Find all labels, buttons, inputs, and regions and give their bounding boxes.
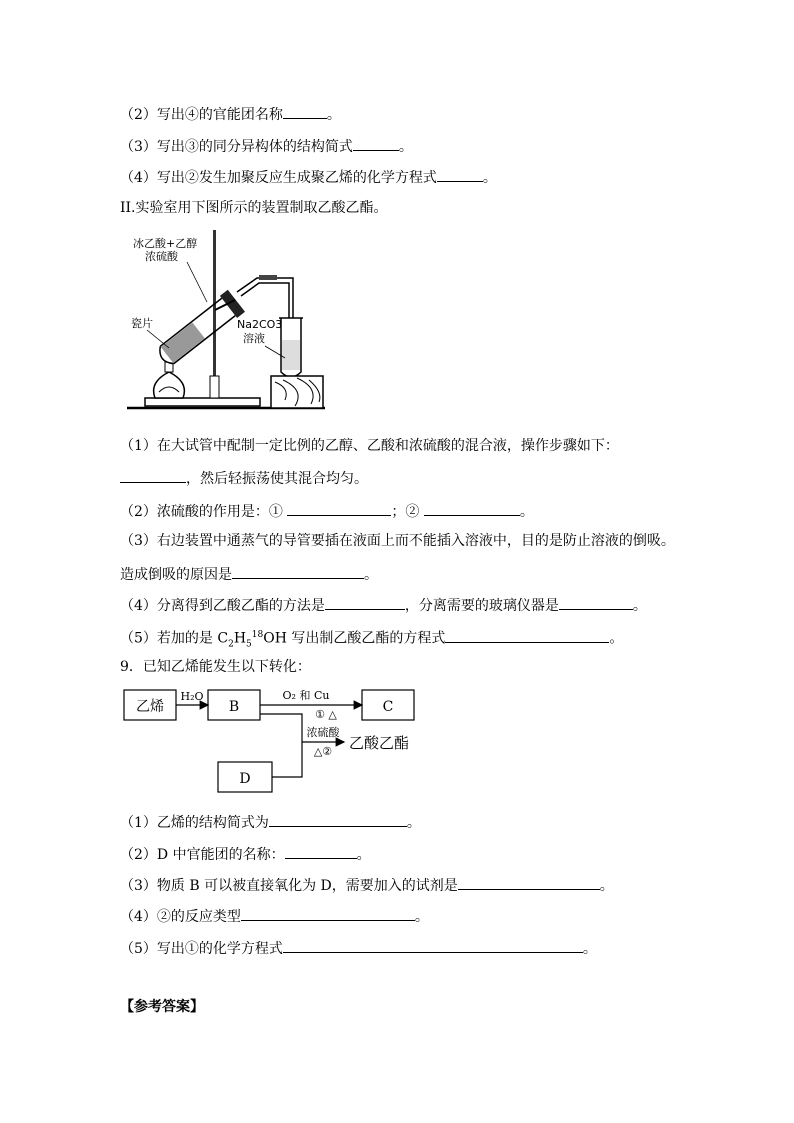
svg-text:浓硫酸: 浓硫酸 [306,726,340,739]
q9-question-3: （3）物质 B 可以被直接氧化为 D，需要加入的试剂是 。 [120,875,614,895]
svg-text:△②: △② [313,745,333,758]
answer-blank[interactable] [287,501,391,516]
part2-question-4: （4）分离得到乙酸乙酯的方法是 ，分离需要的玻璃仪器是 。 [120,595,647,615]
answer-blank[interactable] [269,812,407,827]
answer-blank[interactable] [283,938,583,953]
svg-text:乙烯: 乙烯 [136,699,164,715]
part2-question-5: （5）若加的是 $C_2H_5^{18}OH$ 写出制乙酸乙酯的方程式 。 [120,626,623,653]
q9-title: 9．已知乙烯能发生以下转化： [120,659,311,675]
svg-text:H₂O: H₂O [180,690,204,703]
label-na2co3: Na2CO3 [237,318,283,331]
part2-title: II.实验室用下图所示的装置制取乙酸乙酯。 [120,200,388,216]
answer-blank[interactable] [285,844,357,859]
label-porcelain-chips: 瓷片 [131,317,153,330]
ester-apparatus-diagram [125,222,330,414]
product-ethyl-acetate: 乙酸乙酯 [349,734,410,752]
wooden-block [271,376,323,408]
question-3-isomer: （3）写出③的同分异构体的结构简式 。 [120,136,413,156]
question-4-polymerization: （4）写出②发生加聚反应生成聚乙烯的化学方程式 。 [120,167,497,187]
part2-question-3: （3）右边装置中通蒸气的导管要插在液面上而不能插入溶液中，目的是防止溶液的倒吸。 [120,533,675,549]
part2-question-1-cont: ，然后轻振荡使其混合均匀。 [120,468,368,488]
svg-text:C: C [382,699,394,715]
answer-blank[interactable] [424,501,520,516]
label-reagents: 冰乙酸+乙醇 [133,237,198,250]
answer-heading: 【参考答案】 [120,999,204,1015]
answer-blank[interactable] [283,104,327,119]
label-sulfuric-acid: 浓硫酸 [145,250,178,263]
answer-blank[interactable] [559,595,633,610]
q9-question-4: （4）②的反应类型 。 [120,906,429,926]
part2-question-2: （2）浓硫酸的作用是：① ；② 。 [120,501,534,521]
answer-blank[interactable] [437,167,483,182]
q9-question-2: （2）D 中官能团的名称： 。 [120,844,371,864]
stand-base [145,398,260,406]
q9-question-5: （5）写出①的化学方程式 。 [120,938,597,958]
svg-text:O₂ 和 Cu: O₂ 和 Cu [282,689,330,702]
q9-question-1: （1）乙烯的结构简式为 。 [120,812,421,832]
svg-text:B: B [228,699,240,715]
label-solution: 溶液 [243,332,265,345]
ethylene-conversion-flowchart [120,684,420,796]
part2-question-1: （1）在大试管中配制一定比例的乙醇、乙酸和浓硫酸的混合液，操作步骤如下： [120,438,619,454]
svg-text:① △: ① △ [315,708,337,721]
connector-d [272,742,302,777]
answer-blank[interactable] [120,468,186,483]
answer-blank[interactable] [241,906,415,921]
svg-text:D: D [239,771,251,787]
answer-blank[interactable] [232,564,364,579]
answer-blank[interactable] [458,875,600,890]
stand-rod [213,230,216,398]
part2-question-3-cont: 造成倒吸的原因是 。 [120,564,378,584]
small-test-tube [279,318,303,377]
answer-blank[interactable] [353,136,399,151]
connector-b [260,714,302,742]
question-2-functional-group: （2）写出④的官能团名称 。 [120,104,341,124]
answer-blank[interactable] [445,628,609,643]
answer-blank[interactable] [325,595,405,610]
